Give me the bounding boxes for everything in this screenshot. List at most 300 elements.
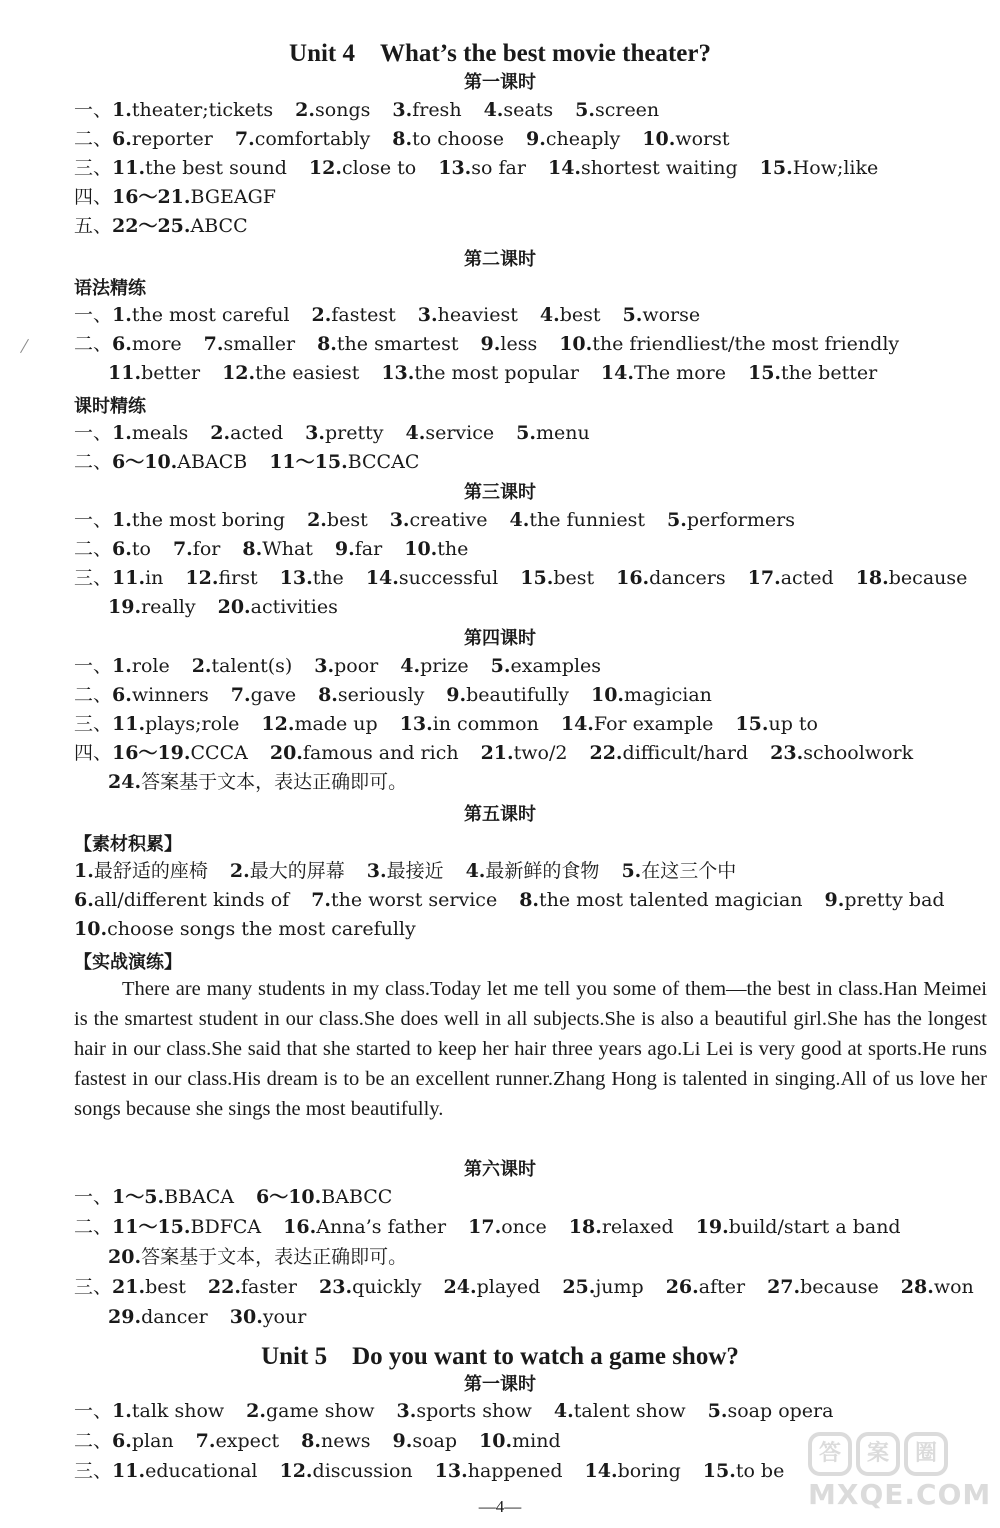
answer-item <box>74 885 289 915</box>
answer-line <box>74 1212 923 1242</box>
question-number: 16. <box>283 1216 317 1238</box>
answer-item <box>366 563 498 593</box>
answer-item <box>112 153 287 183</box>
answer-item <box>74 914 416 944</box>
answer-item <box>112 651 170 681</box>
answer-item <box>335 534 382 564</box>
answer-text: more <box>131 333 182 355</box>
answer-item <box>554 1396 686 1426</box>
question-number: 15. <box>702 1460 736 1482</box>
answer-text: because <box>888 567 968 589</box>
question-number: 13. <box>381 362 415 384</box>
question-number: 1. <box>112 304 132 326</box>
question-number: 6～10. <box>255 1186 322 1208</box>
answer-text: 答案基于文本，表达正确即可。 <box>141 771 408 793</box>
answer-item <box>112 534 151 564</box>
answer-line <box>74 1272 996 1302</box>
answer-line <box>74 709 840 739</box>
answer-text: mind <box>512 1430 561 1452</box>
answer-item <box>770 738 913 768</box>
answer-text: creative <box>409 509 488 531</box>
question-number: 10. <box>590 684 625 706</box>
answer-text: pretty <box>324 422 384 444</box>
answer-item <box>516 418 590 448</box>
answer-item <box>548 153 738 183</box>
answer-item <box>510 505 645 535</box>
answer-line <box>108 1242 429 1272</box>
answer-text: 答案基于文本，表达正确即可。 <box>141 1246 408 1268</box>
answer-text: screen <box>594 99 660 121</box>
question-number: 12. <box>185 567 219 589</box>
answer-line <box>74 738 935 768</box>
answer-line <box>74 447 441 477</box>
u4-lesson6-title: 第六课时 <box>464 1159 536 1180</box>
question-number: 20. <box>217 596 251 618</box>
answer-text: news <box>321 1430 371 1452</box>
question-number: 5. <box>575 99 595 121</box>
answer-item <box>559 329 899 359</box>
watermark-char: 答 <box>808 1432 852 1476</box>
answer-text: choose songs the most carefully <box>107 918 416 940</box>
answer-text: made up <box>294 713 378 735</box>
answer-text: theater;tickets <box>131 99 274 121</box>
page-number: —4— <box>478 1497 522 1516</box>
answer-text: boring <box>617 1460 681 1482</box>
answer-item <box>400 651 468 681</box>
question-number: 7. <box>234 128 255 150</box>
section-prefix: 二、 <box>74 128 113 150</box>
watermark-logo <box>808 1432 996 1524</box>
answer-item <box>748 358 877 388</box>
u4-lesson4-title: 第四课时 <box>464 628 536 649</box>
question-number: 12. <box>279 1460 313 1482</box>
question-number: 17. <box>468 1216 502 1238</box>
answer-item <box>222 358 359 388</box>
watermark-url: MXQE.COM <box>808 1478 992 1511</box>
question-number: 9. <box>446 684 467 706</box>
question-number: 22. <box>589 742 623 764</box>
answer-text: to be <box>735 1460 785 1482</box>
answer-text: gave <box>250 684 297 706</box>
answer-item <box>405 418 494 448</box>
answer-text: For example <box>593 713 714 735</box>
answer-line <box>74 329 921 359</box>
answer-line <box>74 1396 855 1426</box>
answer-line <box>108 1302 328 1332</box>
u4-lesson1-title: 第一课时 <box>464 72 536 93</box>
question-number: 5. <box>707 1400 728 1422</box>
answer-line <box>74 680 734 710</box>
answer-text: dancers <box>649 567 726 589</box>
answer-text: difficult/hard <box>622 742 749 764</box>
question-number: 16. <box>616 567 650 589</box>
question-number: 11. <box>112 1460 146 1482</box>
answer-text: soap opera <box>727 1400 834 1422</box>
answer-text: best <box>553 567 595 589</box>
answer-item <box>367 856 444 886</box>
answer-text: once <box>501 1216 547 1238</box>
question-number: 1. <box>112 1400 132 1422</box>
section-prefix: 三、 <box>74 567 113 589</box>
pen-mark <box>20 339 29 353</box>
answer-text: close to <box>341 157 417 179</box>
answer-item <box>280 563 344 593</box>
answer-text: poor <box>334 655 379 677</box>
answer-line <box>74 505 817 535</box>
answer-text: worse <box>642 304 701 326</box>
answer-text: comfortably <box>254 128 371 150</box>
question-number: 6. <box>112 684 132 706</box>
answer-line <box>74 95 681 125</box>
answer-line <box>74 563 989 593</box>
answer-text: schoolwork <box>803 742 914 764</box>
question-number: 29. <box>108 1306 142 1328</box>
answer-item <box>491 651 601 681</box>
u4-lesson5-title: 第五课时 <box>464 804 536 825</box>
answer-text: performers <box>686 509 795 531</box>
question-number: 6. <box>74 889 94 911</box>
answer-text: plays;role <box>145 713 240 735</box>
answer-item <box>569 1212 674 1242</box>
question-number: 30. <box>229 1306 263 1328</box>
section-prefix: 三、 <box>74 157 113 179</box>
answer-item <box>520 563 594 593</box>
answer-item <box>435 1456 563 1486</box>
answer-text: songs <box>315 99 371 121</box>
answer-item <box>295 95 370 125</box>
answer-item <box>112 1456 257 1486</box>
answer-text: smaller <box>223 333 296 355</box>
answer-item <box>381 358 579 388</box>
answer-text: fresh <box>412 99 462 121</box>
answer-item <box>623 300 701 330</box>
question-number: 2. <box>229 860 250 882</box>
question-number: 3. <box>417 304 438 326</box>
answer-text: BBACA <box>164 1186 234 1208</box>
question-number: 20. <box>269 742 303 764</box>
question-number: 6. <box>112 333 132 355</box>
answer-item <box>112 418 188 448</box>
answer-text: better <box>141 362 201 384</box>
answer-item <box>208 1272 297 1302</box>
answer-text: famous and rich <box>302 742 459 764</box>
unit4-title: Unit 4 What’s the best movie theater? <box>289 40 711 67</box>
section-prefix: 三、 <box>74 1276 113 1298</box>
question-number: 8. <box>392 128 413 150</box>
answer-item <box>311 885 497 915</box>
answer-text: build/start a band <box>728 1216 901 1238</box>
answer-text: to choose <box>412 128 504 150</box>
answer-item <box>446 680 569 710</box>
question-number: 2. <box>210 422 231 444</box>
answer-text: heaviest <box>437 304 518 326</box>
question-number: 8. <box>317 333 337 355</box>
answer-text: magician <box>624 684 712 706</box>
answer-text: soap <box>412 1430 458 1452</box>
answer-text: prize <box>420 655 469 677</box>
answer-item <box>235 124 370 154</box>
answer-line <box>74 651 623 681</box>
question-number: 14. <box>600 362 634 384</box>
section-prefix: 二、 <box>74 451 113 473</box>
answer-item <box>173 534 220 564</box>
answer-item <box>735 709 818 739</box>
answer-text: activities <box>250 596 338 618</box>
question-number: 10. <box>74 918 108 940</box>
material-section-title: 【素材积累】 <box>74 834 182 855</box>
answer-text: 在这三个中 <box>641 860 737 882</box>
question-number: 9. <box>824 889 845 911</box>
question-number: 1. <box>74 860 94 882</box>
answer-item <box>112 505 285 535</box>
question-number: 4. <box>400 655 421 677</box>
answer-item <box>481 738 568 768</box>
question-number: 16～21. <box>112 186 191 208</box>
answer-line <box>74 211 270 241</box>
answer-item <box>242 534 313 564</box>
answer-text: CCCA <box>190 742 248 764</box>
question-number: 10. <box>642 128 676 150</box>
question-number: 22. <box>207 1276 241 1298</box>
question-number: 9. <box>526 128 546 150</box>
answer-item <box>519 885 802 915</box>
answer-text: less <box>500 333 538 355</box>
question-number: 15. <box>735 713 769 735</box>
question-number: 7. <box>203 333 224 355</box>
question-number: 9. <box>480 333 501 355</box>
question-number: 17. <box>747 567 781 589</box>
answer-text: first <box>218 567 258 589</box>
answer-text: the most popular <box>414 362 579 384</box>
answer-text: two/2 <box>513 742 568 764</box>
answer-item <box>703 1456 785 1486</box>
question-number: 9. <box>334 538 355 560</box>
answer-text: menu <box>535 422 590 444</box>
question-number: 7. <box>230 684 251 706</box>
question-number: 13. <box>279 567 313 589</box>
answer-item <box>305 418 383 448</box>
answer-line <box>108 592 360 622</box>
section-prefix: 四、 <box>74 186 113 208</box>
answer-item <box>479 1426 561 1456</box>
answer-text: best <box>559 304 601 326</box>
answer-text: How;like <box>792 157 879 179</box>
answer-text: so far <box>471 157 526 179</box>
watermark-char: 圈 <box>904 1432 948 1476</box>
question-number: 27. <box>767 1276 801 1298</box>
answer-text: cheaply <box>545 128 621 150</box>
question-number: 5. <box>667 509 687 531</box>
question-number: 2. <box>307 509 327 531</box>
answer-item <box>319 1272 422 1302</box>
question-number: 11. <box>112 567 146 589</box>
section-prefix: 三、 <box>74 1460 113 1482</box>
question-number: 10. <box>479 1430 513 1452</box>
answer-line <box>74 1182 414 1212</box>
question-number: 8. <box>301 1430 322 1452</box>
question-number: 18. <box>568 1216 602 1238</box>
question-number: 7. <box>172 538 193 560</box>
answer-item <box>561 709 714 739</box>
answer-text: examples <box>510 655 602 677</box>
answer-item <box>230 856 345 886</box>
question-number: 4. <box>509 509 530 531</box>
u5-lesson1-title: 第一课时 <box>464 1374 536 1395</box>
answer-line <box>74 300 722 330</box>
answer-text: 最大的屏幕 <box>249 860 345 882</box>
answer-item <box>230 1302 307 1332</box>
answer-item <box>218 592 338 622</box>
question-number: 8. <box>318 684 338 706</box>
answer-item <box>112 738 248 768</box>
answer-item <box>231 680 296 710</box>
question-number: 3. <box>396 1400 417 1422</box>
answer-item <box>112 709 239 739</box>
answer-text: talent(s) <box>211 655 293 677</box>
u4-lesson3-title: 第三课时 <box>464 482 536 503</box>
answer-text: the <box>437 538 469 560</box>
question-number: 19. <box>108 596 142 618</box>
answer-item <box>246 1396 374 1426</box>
answer-item <box>481 329 538 359</box>
answer-item <box>108 1302 208 1332</box>
answer-item <box>575 95 659 125</box>
question-number: 19. <box>695 1216 729 1238</box>
question-number: 13. <box>434 1460 468 1482</box>
answer-text: to <box>131 538 151 560</box>
answer-item <box>112 211 248 241</box>
answer-text: Anna’s father <box>316 1216 447 1238</box>
sample-essay <box>74 974 987 1124</box>
answer-text: all/different kinds of <box>93 889 290 911</box>
answer-item <box>196 1426 280 1456</box>
answer-item <box>309 153 416 183</box>
answer-text: pretty bad <box>844 889 945 911</box>
answer-item <box>400 709 539 739</box>
answer-text: BDFCA <box>190 1216 262 1238</box>
question-number: 13. <box>399 713 433 735</box>
answer-text: for <box>192 538 221 560</box>
answer-item <box>312 300 396 330</box>
answer-text: discussion <box>312 1460 413 1482</box>
question-number: 2. <box>295 99 316 121</box>
answer-text: ABACB <box>177 451 248 473</box>
question-number: 1～5. <box>112 1186 165 1208</box>
answer-item <box>112 300 290 330</box>
section-prefix: 二、 <box>74 1216 113 1238</box>
question-number: 12. <box>261 713 295 735</box>
answer-text: because <box>800 1276 879 1298</box>
answer-text: the most careful <box>131 304 290 326</box>
answer-line <box>74 182 298 212</box>
answer-text: the most boring <box>131 509 286 531</box>
essay-paragraph: There are many students in my class.Today let me tell you some of them—the best in class.Han Meimei is the smartest student in our class.She does well in all subjects.She is also a beautiful girl.She has the longest hair in our class.She said that she started to keep her hair three years ago.Li Lei is very good at sports.He runs fastest in our class.His dream is to be an excellent runner.Zhang Hong is talented in singing.All of us love her songs because she sings the most beautifully. <box>74 978 987 1120</box>
answer-item <box>307 505 368 535</box>
answer-text: the smartest <box>336 333 459 355</box>
answer-item <box>210 418 283 448</box>
answer-text: the better <box>781 362 878 384</box>
answer-line <box>108 767 429 797</box>
question-number: 15. <box>747 362 782 384</box>
answer-text: sports show <box>416 1400 532 1422</box>
question-number: 10. <box>559 333 593 355</box>
question-number: 21. <box>480 742 514 764</box>
question-number: 9. <box>392 1430 413 1452</box>
answer-text: after <box>698 1276 746 1298</box>
answer-item <box>283 1212 446 1242</box>
question-number: 14. <box>560 713 594 735</box>
answer-line <box>74 885 967 915</box>
section-prefix: 二、 <box>74 538 113 560</box>
answer-text: far <box>354 538 383 560</box>
answer-item <box>392 95 461 125</box>
answer-text: played <box>476 1276 541 1298</box>
answer-text: dancer <box>141 1306 208 1328</box>
answer-text: happened <box>467 1460 563 1482</box>
question-number: 1. <box>112 422 132 444</box>
answer-text: best <box>326 509 368 531</box>
u4-lesson2-title: 第二课时 <box>464 249 536 270</box>
question-number: 1. <box>112 509 132 531</box>
section-prefix: 一、 <box>74 1186 113 1208</box>
question-number: 15. <box>520 567 554 589</box>
question-number: 12. <box>308 157 342 179</box>
answer-item <box>708 1396 834 1426</box>
answer-item <box>396 1396 531 1426</box>
grammar-section-title: 语法精练 <box>74 278 146 299</box>
answer-item <box>192 651 293 681</box>
practice-section-title: 课时精练 <box>74 396 146 417</box>
answer-text: acted <box>230 422 284 444</box>
answer-item <box>601 358 726 388</box>
practice-section-title: 【实战演练】 <box>74 952 182 973</box>
answer-text: the easiest <box>255 362 360 384</box>
section-prefix: 一、 <box>74 509 113 531</box>
question-number: 11～15. <box>112 1216 191 1238</box>
answer-item <box>185 563 257 593</box>
question-number: 22～25. <box>112 215 191 237</box>
answer-item <box>540 300 601 330</box>
answer-text: BABCC <box>321 1186 393 1208</box>
answer-text: quickly <box>352 1276 422 1298</box>
answer-text: winners <box>131 684 209 706</box>
question-number: 15. <box>759 157 793 179</box>
question-number: 3. <box>366 860 387 882</box>
answer-item <box>621 856 736 886</box>
answer-item <box>204 329 295 359</box>
answer-item <box>642 124 729 154</box>
answer-item <box>270 738 459 768</box>
question-number: 18. <box>855 567 889 589</box>
question-number: 6. <box>112 538 132 560</box>
question-number: 25. <box>562 1276 596 1298</box>
answer-item <box>314 651 378 681</box>
answer-item <box>484 95 554 125</box>
answer-item <box>318 680 424 710</box>
answer-text: ABCC <box>190 215 248 237</box>
answer-text: best <box>145 1276 186 1298</box>
question-number: 3. <box>314 655 335 677</box>
answer-text: 最舒适的座椅 <box>93 860 208 882</box>
answer-text: successful <box>398 567 499 589</box>
answer-item <box>108 358 200 388</box>
answer-item <box>74 856 208 886</box>
question-number: 1. <box>112 99 132 121</box>
answer-text: fastest <box>331 304 396 326</box>
answer-item <box>392 124 504 154</box>
answer-line <box>74 1456 806 1486</box>
answer-item <box>112 1212 261 1242</box>
